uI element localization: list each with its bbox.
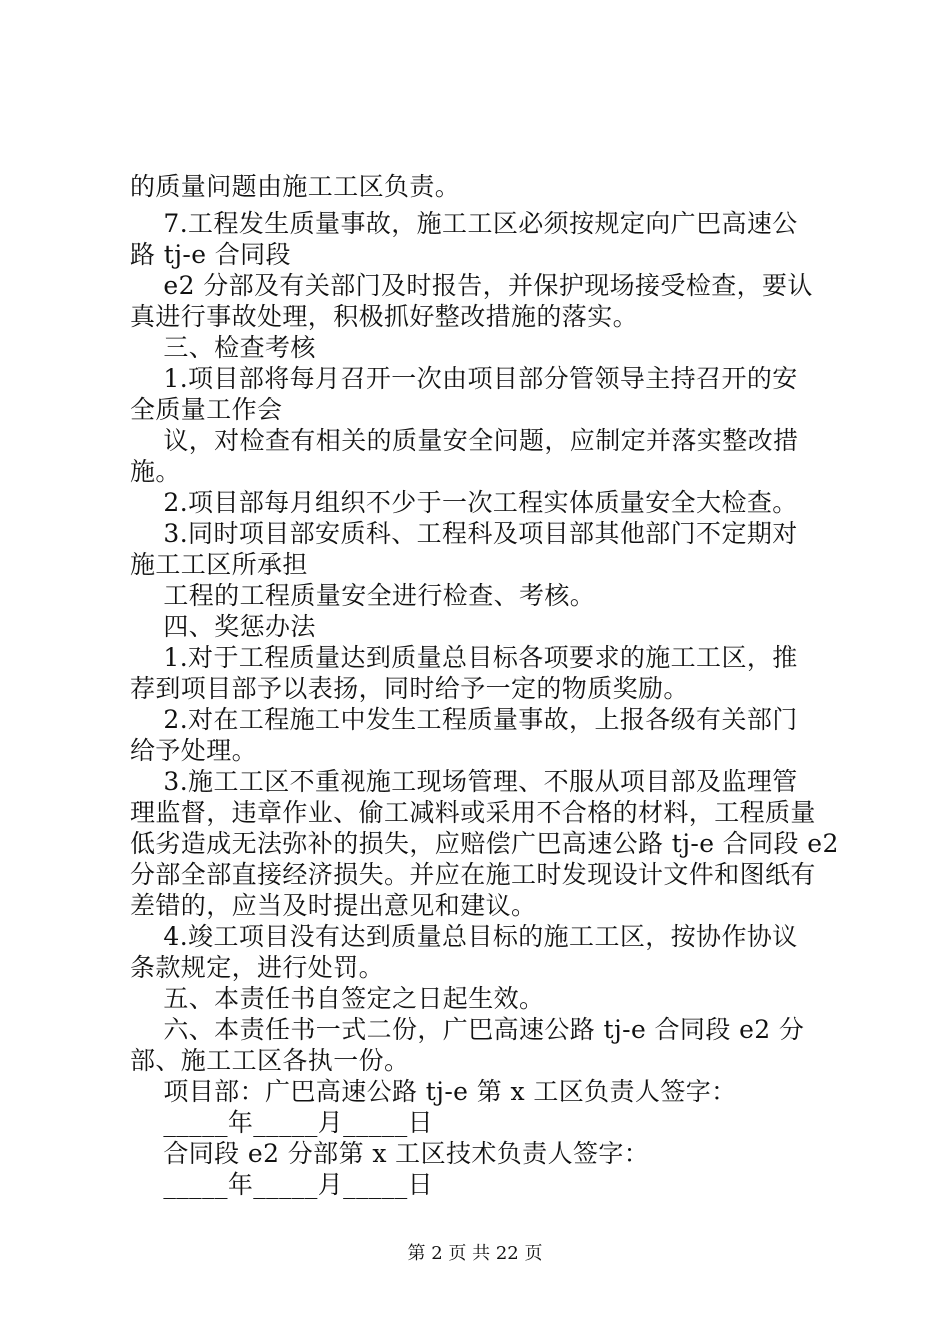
text-line: 施。 (130, 457, 181, 486)
text-line: 差错的，应当及时提出意见和建议。 (130, 891, 537, 920)
text-line: 工程的工程质量安全进行检查、考核。 (130, 581, 596, 610)
page-number: 第 2 页 共 22 页 (407, 1243, 543, 1264)
date-line: _____年_____月_____日 (130, 1108, 434, 1137)
text-line: 2.项目部每月组织不少于一次工程实体质量安全大检查。 (130, 488, 798, 517)
text-line: 六、本责任书一式二份，广巴高速公路 tj-e 合同段 e2 分 (130, 1015, 805, 1044)
text-line: 低劣造成无法弥补的损失，应赔偿广巴高速公路 tj-e 合同段 e2 (130, 829, 839, 858)
text-line: 路 tj-e 合同段 (130, 240, 291, 269)
text-line: 理监督，违章作业、偷工减料或采用不合格的材料，工程质量 (130, 798, 816, 827)
section-heading: 五、本责任书自签定之日起生效。 (130, 984, 545, 1013)
section-heading: 四、奖惩办法 (130, 612, 316, 641)
section-heading: 三、检查考核 (130, 333, 316, 362)
date-line: _____年_____月_____日 (130, 1170, 434, 1199)
text-line: e2 分部及有关部门及时报告，并保护现场接受检查，要认 (130, 271, 813, 300)
text-line: 议，对检查有相关的质量安全问题，应制定并落实整改措 (130, 426, 799, 455)
text-line: 真进行事故处理，积极抓好整改措施的落实。 (130, 302, 639, 331)
text-line: 条款规定，进行处罚。 (130, 953, 385, 982)
text-line: 3.同时项目部安质科、工程科及项目部其他部门不定期对 (130, 519, 798, 548)
text-line: 分部全部直接经济损失。并应在施工时发现设计文件和图纸有 (130, 860, 816, 889)
text-line: 部、施工工区各执一份。 (130, 1046, 410, 1075)
text-line: 3.施工工区不重视施工现场管理、不服从项目部及监理管 (130, 767, 798, 796)
text-line: 4.竣工项目没有达到质量总目标的施工工区，按协作协议 (130, 922, 798, 951)
text-line: 7.工程发生质量事故，施工工区必须按规定向广巴高速公 (130, 209, 798, 238)
text-line: 荐到项目部予以表扬，同时给予一定的物质奖励。 (130, 674, 689, 703)
signature-line: 合同段 e2 分部第 x 工区技术负责人签字： (130, 1139, 650, 1168)
text-line: 2.对在工程施工中发生工程质量事故，上报各级有关部门 (130, 705, 798, 734)
text-line: 1.项目部将每月召开一次由项目部分管领导主持召开的安 (130, 364, 798, 393)
text-line: 1.对于工程质量达到质量总目标各项要求的施工工区，推 (130, 643, 798, 672)
text-line: 给予处理。 (130, 736, 258, 765)
text-line: 全质量工作会 (130, 395, 283, 424)
text-line: 施工工区所承担 (130, 550, 308, 579)
text-line: 的质量问题由施工工区负责。 (130, 172, 461, 201)
signature-line: 项目部：广巴高速公路 tj-e 第 x 工区负责人签字： (130, 1077, 737, 1106)
